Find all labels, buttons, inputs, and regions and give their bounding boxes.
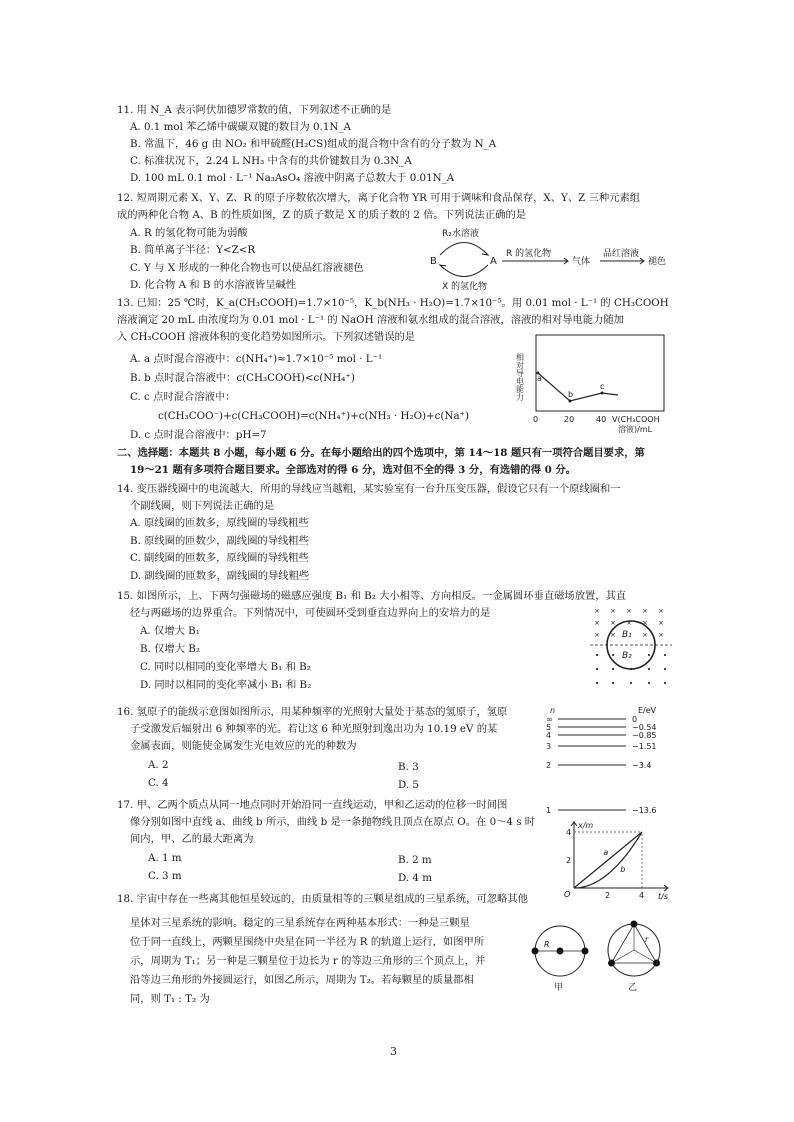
q11-option-a: A. 0.1 mol 苯乙烯中碳碳双键的数目为 0.1N_A (130, 121, 351, 133)
q16-e-inf: 0 (632, 715, 638, 724)
q17-stem-line-3: 间内，甲、乙的最大距离为 (130, 833, 254, 845)
q15-label-b1: B₁ (622, 630, 632, 640)
q17-option-c: C. 3 m (148, 870, 182, 882)
q18-stem-line-1: 18. 宇宙中存在一些离其他恒星较远的，由质量相等的三颗星组成的三星系统，可忽略其他 (117, 893, 528, 905)
page-number: 3 (390, 1045, 397, 1058)
q18-figure-jia (532, 926, 589, 993)
svg-text:×: × (642, 631, 648, 639)
q16-n-3: 3 (546, 742, 552, 751)
q16-option-d: D. 5 (398, 779, 419, 791)
q16-stem-line-2: 子受激发后辐射出 6 种频率的光。若让这 6 种光照射到逸出功为 10.19 eV 的某 (130, 723, 498, 735)
q15-option-a: A. 仅增大 B₁ (140, 625, 200, 637)
q13-option-c: C. c 点时混合溶液中： (130, 391, 236, 403)
q18-stem-line-2: 星体对三星系统的影响。稳定的三星系统存在两种基本形式：一种是三颗星 (130, 917, 470, 929)
q13-option-a: A. a 点时混合溶液中：c(NH₄⁺)≈1.7×10⁻⁵ mol · L⁻¹ (130, 353, 383, 365)
section2-header-line-1: 二、选择题：本题共 8 小题，每小题 6 分。在每小题给出的四个选项中，第 14～18 题只有一项符合题目要求，第 (117, 447, 645, 459)
q18-three-star-figures (528, 916, 678, 996)
svg-text:×: × (626, 619, 632, 627)
q13-curve (538, 373, 618, 401)
q13-xlabel-1: V(CH₃COOH (612, 415, 660, 424)
q12-bottom-arrow (440, 265, 488, 277)
q14-option-c: C. 副线圈的匝数多，原线圈的导线粗些 (130, 552, 309, 564)
q17-origin: O (564, 890, 571, 899)
q13-label-a: a (537, 374, 542, 383)
q16-stem-line-3: 金属表面，则能使金属发生光电效应的光的种数为 (130, 740, 357, 752)
q13-conductivity-chart (515, 333, 668, 434)
q13-option-b: B. b 点时混合溶液中：c(CH₃COOH)<c(NH₄⁺) (130, 372, 355, 384)
q18-label-R: R (544, 940, 550, 949)
q17-option-a: A. 1 m (148, 852, 182, 864)
q17-stem-line-2: 像分别如图中直线 a、曲线 b 所示，曲线 b 是一条抛物线且顶点在原点 O。在 0～4 s 时 (130, 816, 536, 828)
q11-option-b: B. 常温下，46 g 由 NO₂ 和甲硫醛(H₂CS)组成的混合物中含有的分子数为 N_A (130, 138, 497, 150)
q18-label-r: r (645, 935, 649, 944)
q13-stem-line-1: 13. 已知：25 ℃时，K_a(CH₃COOH)=1.7×10⁻⁵，K_b(NH₃ · H₂O)=1.7×10⁻⁵。用 0.01 mol · L⁻¹ 的 CH₃COOH (117, 297, 669, 309)
q16-e-4: −0.85 (632, 731, 657, 740)
q16-e-header: E/eV (638, 706, 657, 715)
q14-option-d: D. 副线圈的匝数多，副线圈的导线粗些 (130, 570, 310, 582)
q16-n-header: n (550, 706, 556, 715)
q13-option-d: D. c 点时混合溶液中：pH=7 (130, 429, 267, 441)
q13-option-c-equation: c(CH₃COO⁻)+c(CH₃COOH)=c(NH₄⁺)+c(NH₃ · H₂O)+c(Na⁺) (158, 410, 470, 422)
q16-stem-line-1: 16. 氢原子的能级示意图如图所示，用某种频率的光照射大量处于基态的氢原子，氢原 (117, 706, 508, 718)
q17-label-b: b (620, 865, 626, 875)
q18-stem-line-4: 示，周期为 T₁；另一种是三颗星位于边长为 r 的等边三角形的三个顶点上，并 (130, 955, 486, 967)
q12-arrow1-label: R 的氢化物 (506, 249, 552, 259)
q15-stem-line-1: 15. 如图所示，上、下两匀强磁场的磁感应强度 B₁ 和 B₂ 大小相等、方向相反。一金属圆环垂直磁场放置，其直 (117, 590, 627, 602)
q16-option-c: C. 4 (148, 777, 169, 789)
q12-stem-line-2: 成的两种化合物 A、B 的性质如图，Z 的质子数是 X 的质子数的 2 倍。下列说法正确的是 (117, 209, 527, 221)
q14-option-a: A. 原线圈的匝数多，原线圈的导线粗些 (130, 517, 309, 529)
q11-option-d: D. 100 mL 0.1 mol · L⁻¹ Na₃AsO₄ 溶液中阴离子总数大于 0.01N_A (130, 172, 455, 184)
svg-text:×: × (594, 607, 600, 615)
q14-stem-line-2: 个副线圈，则下列说法正确的是 (130, 500, 275, 512)
q17-x-tick-4: 4 (639, 891, 645, 900)
q13-stem-line-2: 溶液滴定 20 mL 由浓度均为 0.01 mol · L⁻¹ 的 NaOH 溶液和氨水组成的混合溶液，溶液的相对导电能力随加 (117, 314, 624, 326)
q16-n-4: 4 (546, 731, 552, 740)
q13-tick-0: 0 (533, 415, 539, 424)
q18-stem-line-3: 位于同一直线上，两颗星围绕中央星在同一半径为 R 的轨道上运行，如图甲所 (130, 936, 485, 948)
svg-text:×: × (658, 631, 664, 639)
q12-option-b: B. 简单离子半径：Y<Z<R (130, 244, 256, 256)
q17-x-tick-2: 2 (605, 891, 611, 900)
q17-displacement-time-graph (560, 818, 672, 902)
q17-xlabel: t/s (658, 892, 668, 901)
q11-option-c: C. 标准状况下，2.24 L NH₃ 中含有的共价键数目为 0.3N_A (130, 155, 412, 167)
q12-node-b: B (430, 256, 437, 267)
svg-text:×: × (642, 607, 648, 615)
q12-node-a: A (490, 256, 497, 267)
q17-y-tick-2: 2 (566, 856, 572, 865)
svg-text:×: × (610, 607, 616, 615)
q12-top-arrow (440, 243, 488, 256)
q16-option-a: A. 2 (148, 759, 169, 771)
q18-star-right (582, 948, 589, 955)
q15-label-b2: B₂ (622, 651, 632, 661)
q16-n-1: 1 (546, 806, 552, 815)
q18-star-center (557, 948, 564, 955)
q12-option-a: A. R 的氢化物可能为弱酸 (130, 227, 248, 239)
q18-figure-yi (608, 921, 660, 994)
section2-header-line-2: 19～21 题有多项符合题目要求。全部选对的得 6 分，选对但不全的得 3 分，有选错的得 0 分。 (130, 464, 576, 476)
q12-diagram (426, 222, 688, 292)
q15-option-b: B. 仅增大 B₂ (140, 643, 200, 655)
q17-option-d: D. 4 m (398, 872, 433, 884)
q16-e-3: −1.51 (632, 742, 657, 751)
q18-stem-line-5: 沿等边三角形的外接圆运行，如图乙所示，周期为 T₂。若每颗星的质量都相 (130, 974, 474, 986)
q13-chart-frame (536, 335, 664, 411)
q12-stem-line-1: 12. 短周期元素 X、Y、Z、R 的原子序数依次增大，离子化合物 YR 可用于调味和食品保存，X、Y、Z 三种元素组 (117, 192, 641, 204)
svg-text:×: × (658, 607, 664, 615)
q13-stem-line-3: 入 CH₃COOH 溶液体积的变化趋势如图所示。下列叙述错误的是 (117, 331, 416, 343)
q12-top-label: R₂水溶液 (442, 229, 479, 239)
q13-tick-20: 20 (564, 415, 575, 424)
q15-stem-line-2: 径与两磁场的边界重合。下列情况中，可使圆环受到垂直边界向上的安培力的是 (130, 607, 491, 619)
q18-jia-caption: 甲 (554, 983, 564, 993)
q14-option-b: B. 原线圈的匝数少，副线圈的导线粗些 (130, 535, 309, 547)
q16-energy-level-diagram (542, 703, 672, 821)
q13-label-c: c (600, 382, 605, 391)
q18-stem-line-6: 同，则 T₁ : T₂ 为 (130, 993, 210, 1005)
svg-text:×: × (610, 631, 616, 639)
q12-gas: 气体 (572, 257, 591, 267)
q17-option-b: B. 2 m (398, 854, 432, 866)
q15-option-d: D. 同时以相同的变化率减小 B₁ 和 B₂ (140, 679, 312, 691)
q18-yi-caption: 乙 (628, 983, 638, 993)
q14-stem-line-1: 14. 变压器线圈中的电流越大，所用的导线应当越粗，某实验室有一台升压变压器，假设它只有一个原线圈和一 (117, 483, 621, 495)
q13-xlabel-2: 溶液)/mL (618, 425, 653, 434)
q13-point-c (601, 392, 604, 395)
q17-ylabel: x/m (578, 821, 594, 830)
q16-n-5: 5 (546, 723, 552, 732)
q16-n-inf: ∞ (546, 715, 553, 724)
q17-label-a: a (603, 848, 609, 858)
q12-option-d: D. 化合物 A 和 B 的水溶液皆呈碱性 (130, 279, 297, 291)
q18-star-left (532, 948, 539, 955)
svg-text:×: × (626, 607, 632, 615)
svg-text:×: × (658, 619, 664, 627)
q12-bottom-label: X 的氢化物 (442, 282, 488, 292)
q15-option-c: C. 同时以相同的变化率增大 B₁ 和 B₂ (140, 661, 311, 673)
q17-y-tick-4: 4 (566, 828, 572, 837)
q15-magnetic-field-figure (590, 603, 672, 691)
q16-e-2: −3.4 (632, 761, 652, 770)
svg-text:×: × (642, 619, 648, 627)
q13-tick-40: 40 (596, 415, 607, 424)
q11-stem: 11. 用 N_A 表示阿伏加德罗常数的值，下列叙述不正确的是 (117, 104, 392, 116)
svg-text:×: × (594, 631, 600, 639)
q13-point-b (569, 400, 572, 403)
q13-label-b: b (568, 390, 574, 399)
q17-series-a (574, 832, 642, 888)
svg-text:×: × (594, 619, 600, 627)
q17-stem-line-1: 17. 甲、乙两个质点从同一地点同时开始沿同一直线运动，甲和乙运动的位移一时间图 (117, 799, 508, 811)
q16-e-1: −13.6 (632, 806, 657, 815)
q16-option-b: B. 3 (398, 761, 419, 773)
q13-ylabel: 相对导电能力 (515, 353, 525, 401)
q16-e-5: −0.54 (632, 723, 657, 732)
q16-n-2: 2 (546, 761, 552, 770)
svg-text:×: × (610, 619, 616, 627)
q12-result: 褪色 (648, 257, 667, 267)
q12-option-c: C. Y 与 X 形成的一种化合物也可以使品红溶液褪色 (130, 262, 364, 274)
q12-arrow2-label: 品红溶液 (603, 249, 640, 259)
